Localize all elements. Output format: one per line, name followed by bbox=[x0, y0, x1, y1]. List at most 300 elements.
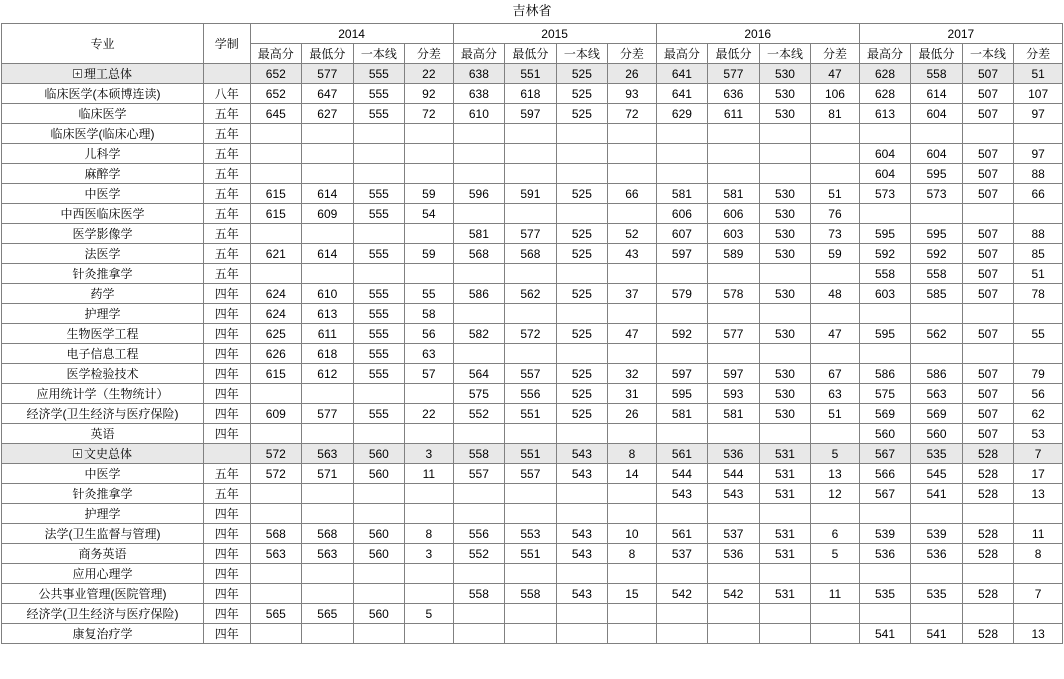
score-cell bbox=[556, 164, 608, 184]
score-cell: 58 bbox=[405, 304, 454, 324]
table-row bbox=[2, 264, 1063, 284]
score-cell: 507 bbox=[962, 84, 1014, 104]
major-label: 法学(卫生监督与管理) bbox=[44, 526, 161, 541]
score-cell: 573 bbox=[859, 184, 911, 204]
score-cell: 31 bbox=[608, 384, 657, 404]
score-cell: 11 bbox=[1014, 524, 1063, 544]
score-cell: 537 bbox=[656, 544, 708, 564]
major-cell bbox=[2, 244, 204, 264]
score-cell bbox=[811, 504, 860, 524]
score-cell: 609 bbox=[250, 404, 302, 424]
score-cell: 507 bbox=[962, 324, 1014, 344]
score-cell: 606 bbox=[708, 204, 760, 224]
major-label: 临床医学(本硕博连读) bbox=[44, 86, 161, 101]
score-cell: 541 bbox=[859, 624, 911, 644]
header-diff-2015: 分差 bbox=[608, 44, 657, 64]
score-cell: 528 bbox=[962, 444, 1014, 464]
score-cell bbox=[556, 304, 608, 324]
major-cell bbox=[2, 144, 204, 164]
score-cell: 568 bbox=[453, 244, 505, 264]
score-cell: 591 bbox=[505, 184, 557, 204]
score-cell: 568 bbox=[505, 244, 557, 264]
length-cell bbox=[204, 64, 250, 84]
score-cell: 8 bbox=[405, 524, 454, 544]
table-row bbox=[2, 624, 1063, 644]
score-cell bbox=[405, 584, 454, 604]
table-row bbox=[2, 164, 1063, 184]
score-cell: 531 bbox=[759, 584, 811, 604]
header-min-2016: 最低分 bbox=[708, 44, 760, 64]
score-cell: 51 bbox=[811, 184, 860, 204]
length-cell: 五年 bbox=[204, 144, 250, 164]
score-cell bbox=[505, 564, 557, 584]
expand-plus-icon[interactable]: + bbox=[74, 68, 81, 79]
score-cell: 557 bbox=[505, 364, 557, 384]
score-cell bbox=[1014, 564, 1063, 584]
score-cell: 507 bbox=[962, 64, 1014, 84]
score-cell: 552 bbox=[453, 544, 505, 564]
score-cell bbox=[811, 604, 860, 624]
score-cell: 5 bbox=[405, 604, 454, 624]
table-row bbox=[2, 364, 1063, 384]
score-cell bbox=[250, 484, 302, 504]
header-length: 学制 bbox=[204, 24, 250, 64]
score-cell: 92 bbox=[405, 84, 454, 104]
score-cell: 560 bbox=[353, 464, 405, 484]
score-cell bbox=[708, 564, 760, 584]
major-cell bbox=[2, 384, 204, 404]
score-cell bbox=[911, 204, 963, 224]
score-cell: 66 bbox=[608, 184, 657, 204]
score-cell bbox=[608, 204, 657, 224]
length-cell: 四年 bbox=[204, 324, 250, 344]
score-cell: 561 bbox=[656, 524, 708, 544]
score-cell: 12 bbox=[811, 484, 860, 504]
score-table bbox=[1, 23, 1063, 644]
score-cell: 609 bbox=[302, 204, 354, 224]
header-line-2017: 一本线 bbox=[962, 44, 1014, 64]
major-cell bbox=[2, 404, 204, 424]
major-cell bbox=[2, 324, 204, 344]
length-cell: 四年 bbox=[204, 504, 250, 524]
score-cell: 528 bbox=[962, 544, 1014, 564]
score-cell bbox=[759, 144, 811, 164]
score-cell: 568 bbox=[250, 524, 302, 544]
expand-plus-icon[interactable]: + bbox=[74, 448, 81, 459]
score-cell bbox=[708, 504, 760, 524]
score-cell bbox=[353, 424, 405, 444]
score-cell: 528 bbox=[962, 624, 1014, 644]
score-cell: 507 bbox=[962, 244, 1014, 264]
score-cell: 47 bbox=[811, 64, 860, 84]
score-cell bbox=[656, 504, 708, 524]
score-cell bbox=[608, 124, 657, 144]
score-cell: 555 bbox=[353, 64, 405, 84]
score-cell bbox=[708, 124, 760, 144]
score-cell bbox=[405, 504, 454, 524]
score-cell: 535 bbox=[911, 584, 963, 604]
score-cell: 88 bbox=[1014, 224, 1063, 244]
score-cell: 67 bbox=[811, 364, 860, 384]
score-cell: 56 bbox=[1014, 384, 1063, 404]
score-cell bbox=[556, 624, 608, 644]
score-cell: 615 bbox=[250, 364, 302, 384]
length-cell: 八年 bbox=[204, 84, 250, 104]
score-cell: 624 bbox=[250, 284, 302, 304]
score-cell: 13 bbox=[811, 464, 860, 484]
score-cell: 507 bbox=[962, 424, 1014, 444]
table-header bbox=[2, 24, 1063, 64]
score-cell: 581 bbox=[708, 404, 760, 424]
score-cell bbox=[505, 344, 557, 364]
score-cell bbox=[608, 424, 657, 444]
score-cell bbox=[608, 564, 657, 584]
score-cell bbox=[453, 344, 505, 364]
score-cell bbox=[250, 504, 302, 524]
score-cell bbox=[759, 604, 811, 624]
score-cell: 22 bbox=[405, 404, 454, 424]
table-row bbox=[2, 224, 1063, 244]
score-cell: 528 bbox=[962, 484, 1014, 504]
score-cell: 569 bbox=[911, 404, 963, 424]
score-cell: 615 bbox=[250, 204, 302, 224]
header-year-2016: 2016 bbox=[656, 24, 859, 44]
score-cell: 560 bbox=[911, 424, 963, 444]
score-cell: 5 bbox=[811, 444, 860, 464]
score-cell: 507 bbox=[962, 384, 1014, 404]
score-cell: 507 bbox=[962, 364, 1014, 384]
score-cell: 530 bbox=[759, 204, 811, 224]
score-cell: 535 bbox=[859, 584, 911, 604]
score-cell bbox=[405, 264, 454, 284]
score-cell: 572 bbox=[505, 324, 557, 344]
score-cell bbox=[962, 344, 1014, 364]
score-cell: 577 bbox=[302, 404, 354, 424]
score-cell: 572 bbox=[250, 444, 302, 464]
table-row bbox=[2, 144, 1063, 164]
score-cell: 565 bbox=[302, 604, 354, 624]
score-cell: 32 bbox=[608, 364, 657, 384]
score-cell: 604 bbox=[859, 164, 911, 184]
score-cell: 555 bbox=[353, 284, 405, 304]
score-cell: 22 bbox=[405, 64, 454, 84]
header-line-2014: 一本线 bbox=[353, 44, 405, 64]
score-cell: 597 bbox=[656, 364, 708, 384]
expandable-major-cell[interactable] bbox=[2, 64, 204, 84]
score-cell: 592 bbox=[656, 324, 708, 344]
score-cell: 13 bbox=[1014, 624, 1063, 644]
score-cell bbox=[811, 564, 860, 584]
score-cell: 97 bbox=[1014, 104, 1063, 124]
length-cell: 四年 bbox=[204, 584, 250, 604]
major-label: 护理学 bbox=[84, 306, 121, 321]
score-cell bbox=[453, 604, 505, 624]
score-cell: 611 bbox=[302, 324, 354, 344]
score-cell: 614 bbox=[911, 84, 963, 104]
score-cell bbox=[962, 604, 1014, 624]
major-label: 文史总体 bbox=[84, 446, 133, 461]
major-cell bbox=[2, 584, 204, 604]
score-cell: 536 bbox=[859, 544, 911, 564]
score-cell: 555 bbox=[353, 184, 405, 204]
score-cell bbox=[759, 424, 811, 444]
score-cell: 558 bbox=[911, 264, 963, 284]
score-cell: 525 bbox=[556, 64, 608, 84]
score-cell: 567 bbox=[859, 484, 911, 504]
score-cell: 613 bbox=[859, 104, 911, 124]
score-cell: 555 bbox=[353, 84, 405, 104]
score-cell: 560 bbox=[353, 604, 405, 624]
score-cell: 531 bbox=[759, 464, 811, 484]
score-cell bbox=[353, 124, 405, 144]
score-cell: 85 bbox=[1014, 244, 1063, 264]
score-cell: 560 bbox=[859, 424, 911, 444]
score-cell: 52 bbox=[608, 224, 657, 244]
score-cell: 555 bbox=[353, 404, 405, 424]
score-cell bbox=[759, 264, 811, 284]
score-cell bbox=[608, 164, 657, 184]
score-cell: 575 bbox=[859, 384, 911, 404]
score-cell bbox=[608, 344, 657, 364]
score-cell bbox=[556, 124, 608, 144]
score-cell: 525 bbox=[556, 224, 608, 244]
score-cell: 614 bbox=[302, 244, 354, 264]
score-cell bbox=[405, 424, 454, 444]
score-cell: 551 bbox=[505, 64, 557, 84]
table-row bbox=[2, 464, 1063, 484]
score-cell bbox=[405, 164, 454, 184]
table-row bbox=[2, 444, 1063, 464]
major-cell bbox=[2, 604, 204, 624]
score-cell: 618 bbox=[302, 344, 354, 364]
score-cell: 586 bbox=[911, 364, 963, 384]
score-cell bbox=[1014, 604, 1063, 624]
score-cell: 530 bbox=[759, 384, 811, 404]
score-cell: 597 bbox=[505, 104, 557, 124]
major-label: 应用统计学（生物统计） bbox=[36, 386, 169, 401]
score-cell: 72 bbox=[405, 104, 454, 124]
score-cell bbox=[962, 124, 1014, 144]
score-cell: 542 bbox=[656, 584, 708, 604]
table-row bbox=[2, 524, 1063, 544]
score-cell: 595 bbox=[859, 224, 911, 244]
score-cell: 7 bbox=[1014, 584, 1063, 604]
score-cell bbox=[453, 124, 505, 144]
score-cell bbox=[505, 144, 557, 164]
major-cell bbox=[2, 204, 204, 224]
score-cell: 555 bbox=[353, 244, 405, 264]
score-cell: 11 bbox=[405, 464, 454, 484]
score-cell: 7 bbox=[1014, 444, 1063, 464]
score-cell: 556 bbox=[453, 524, 505, 544]
score-cell: 530 bbox=[759, 404, 811, 424]
score-cell bbox=[250, 264, 302, 284]
score-cell: 629 bbox=[656, 104, 708, 124]
score-cell: 59 bbox=[811, 244, 860, 264]
length-cell: 四年 bbox=[204, 424, 250, 444]
score-cell: 73 bbox=[811, 224, 860, 244]
score-cell bbox=[453, 144, 505, 164]
score-cell: 51 bbox=[811, 404, 860, 424]
score-cell: 107 bbox=[1014, 84, 1063, 104]
score-cell: 530 bbox=[759, 64, 811, 84]
score-cell: 54 bbox=[405, 204, 454, 224]
score-cell: 610 bbox=[302, 284, 354, 304]
major-cell bbox=[2, 84, 204, 104]
table-row bbox=[2, 584, 1063, 604]
header-min-2014: 最低分 bbox=[302, 44, 354, 64]
score-cell bbox=[405, 124, 454, 144]
score-cell: 595 bbox=[911, 224, 963, 244]
score-cell bbox=[708, 144, 760, 164]
score-cell bbox=[911, 564, 963, 584]
score-cell: 592 bbox=[911, 244, 963, 264]
length-cell: 四年 bbox=[204, 384, 250, 404]
score-cell: 539 bbox=[911, 524, 963, 544]
score-cell: 603 bbox=[859, 284, 911, 304]
score-cell bbox=[708, 344, 760, 364]
score-cell: 544 bbox=[656, 464, 708, 484]
score-cell bbox=[302, 424, 354, 444]
score-cell: 652 bbox=[250, 84, 302, 104]
header-max-2017: 最高分 bbox=[859, 44, 911, 64]
score-cell bbox=[453, 204, 505, 224]
score-cell: 636 bbox=[708, 84, 760, 104]
header-max-2016: 最高分 bbox=[656, 44, 708, 64]
score-cell bbox=[353, 264, 405, 284]
score-cell bbox=[353, 484, 405, 504]
score-cell: 536 bbox=[708, 444, 760, 464]
score-cell: 531 bbox=[759, 544, 811, 564]
major-label: 电子信息工程 bbox=[66, 346, 139, 361]
major-label: 法医学 bbox=[84, 246, 121, 261]
score-cell bbox=[302, 504, 354, 524]
score-cell: 531 bbox=[759, 444, 811, 464]
score-cell: 525 bbox=[556, 404, 608, 424]
score-cell bbox=[859, 564, 911, 584]
header-min-2017: 最低分 bbox=[911, 44, 963, 64]
score-cell bbox=[656, 424, 708, 444]
score-cell bbox=[656, 344, 708, 364]
score-cell bbox=[656, 624, 708, 644]
score-cell: 573 bbox=[911, 184, 963, 204]
length-cell: 四年 bbox=[204, 624, 250, 644]
score-cell: 589 bbox=[708, 244, 760, 264]
expandable-major-cell[interactable] bbox=[2, 444, 204, 464]
major-cell bbox=[2, 544, 204, 564]
score-cell: 607 bbox=[656, 224, 708, 244]
major-label: 生物医学工程 bbox=[66, 326, 139, 341]
score-cell bbox=[708, 304, 760, 324]
header-year-2014: 2014 bbox=[250, 24, 453, 44]
score-cell bbox=[250, 624, 302, 644]
score-cell: 586 bbox=[453, 284, 505, 304]
score-cell: 592 bbox=[859, 244, 911, 264]
score-cell bbox=[302, 564, 354, 584]
major-label: 麻醉学 bbox=[84, 166, 121, 181]
score-cell: 581 bbox=[656, 404, 708, 424]
score-cell: 525 bbox=[556, 244, 608, 264]
score-cell bbox=[759, 304, 811, 324]
score-cell bbox=[453, 564, 505, 584]
score-cell bbox=[811, 144, 860, 164]
score-cell: 606 bbox=[656, 204, 708, 224]
score-cell bbox=[608, 144, 657, 164]
score-cell bbox=[811, 344, 860, 364]
score-cell bbox=[250, 124, 302, 144]
score-cell bbox=[353, 144, 405, 164]
header-diff-2014: 分差 bbox=[405, 44, 454, 64]
score-cell: 551 bbox=[505, 404, 557, 424]
score-cell bbox=[759, 124, 811, 144]
major-label: 经济学(卫生经济与医疗保险) bbox=[26, 406, 179, 421]
length-cell: 四年 bbox=[204, 544, 250, 564]
major-label: 中医学 bbox=[84, 186, 121, 201]
major-label: 儿科学 bbox=[84, 146, 121, 161]
score-cell bbox=[608, 264, 657, 284]
length-cell: 五年 bbox=[204, 244, 250, 264]
score-cell bbox=[250, 424, 302, 444]
length-cell: 四年 bbox=[204, 344, 250, 364]
score-cell bbox=[608, 484, 657, 504]
score-cell bbox=[759, 344, 811, 364]
score-cell bbox=[708, 624, 760, 644]
score-cell: 578 bbox=[708, 284, 760, 304]
table-row bbox=[2, 544, 1063, 564]
score-cell bbox=[453, 264, 505, 284]
length-cell: 五年 bbox=[204, 224, 250, 244]
score-cell: 14 bbox=[608, 464, 657, 484]
score-cell: 604 bbox=[911, 144, 963, 164]
major-cell bbox=[2, 364, 204, 384]
score-cell: 543 bbox=[556, 464, 608, 484]
score-cell bbox=[608, 504, 657, 524]
score-cell bbox=[453, 484, 505, 504]
header-year-2015: 2015 bbox=[453, 24, 656, 44]
score-cell: 561 bbox=[656, 444, 708, 464]
score-cell: 577 bbox=[505, 224, 557, 244]
score-cell: 76 bbox=[811, 204, 860, 224]
score-cell: 6 bbox=[811, 524, 860, 544]
score-cell: 543 bbox=[556, 444, 608, 464]
score-cell: 593 bbox=[708, 384, 760, 404]
score-cell: 621 bbox=[250, 244, 302, 264]
score-cell bbox=[962, 504, 1014, 524]
score-cell: 572 bbox=[250, 464, 302, 484]
score-cell: 579 bbox=[656, 284, 708, 304]
score-cell bbox=[656, 564, 708, 584]
major-cell bbox=[2, 184, 204, 204]
score-cell: 530 bbox=[759, 244, 811, 264]
table-row bbox=[2, 104, 1063, 124]
score-cell: 558 bbox=[911, 64, 963, 84]
major-cell bbox=[2, 104, 204, 124]
score-cell bbox=[962, 564, 1014, 584]
score-cell bbox=[911, 304, 963, 324]
score-cell: 530 bbox=[759, 364, 811, 384]
score-cell: 595 bbox=[911, 164, 963, 184]
score-cell bbox=[302, 144, 354, 164]
score-cell bbox=[1014, 344, 1063, 364]
table-row bbox=[2, 284, 1063, 304]
score-cell: 536 bbox=[911, 544, 963, 564]
table-row bbox=[2, 604, 1063, 624]
score-cell: 507 bbox=[962, 164, 1014, 184]
score-cell bbox=[353, 624, 405, 644]
major-label: 针灸推拿学 bbox=[72, 266, 133, 281]
score-cell: 545 bbox=[911, 464, 963, 484]
header-major: 专业 bbox=[2, 24, 204, 64]
